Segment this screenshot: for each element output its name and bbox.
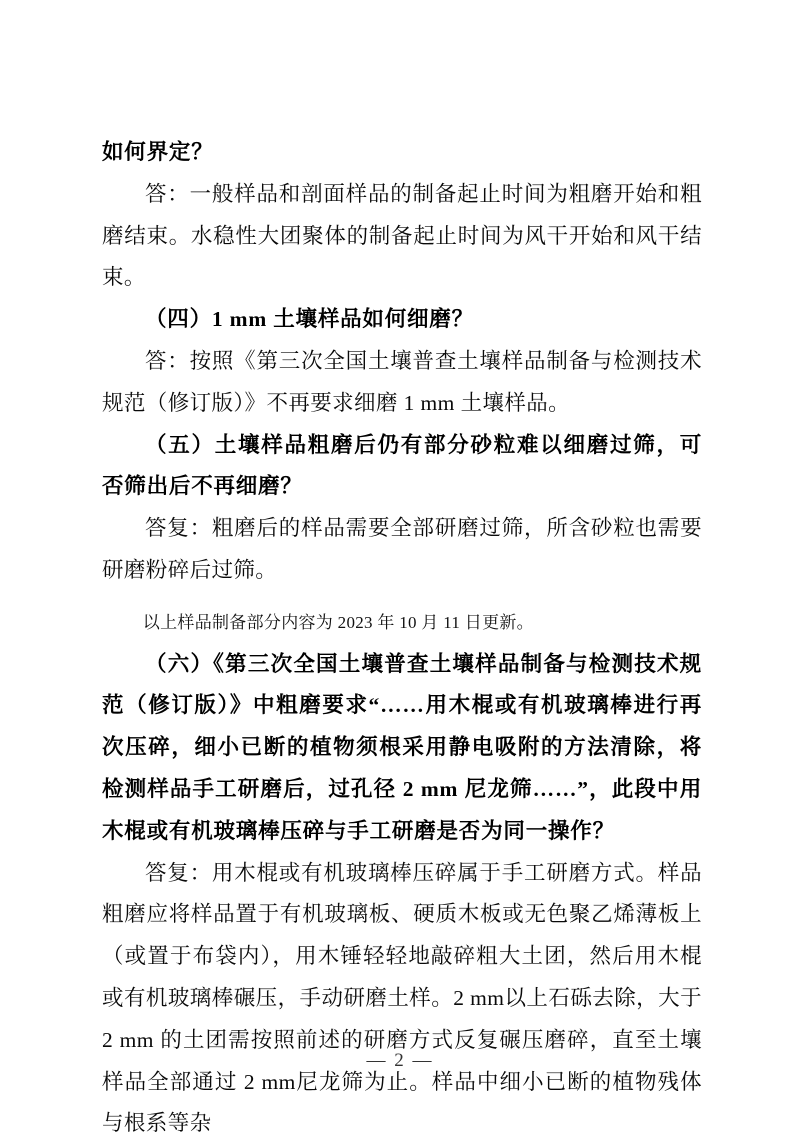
- heading-section-five: （五）土壤样品粗磨后仍有部分砂粒难以细磨过筛，可否筛出后不再细磨？: [102, 432, 702, 499]
- update-note: 以上样品制备部分内容为 2023 年 10 月 11 日更新。: [142, 612, 534, 632]
- answer-paragraph-4: 答：按照《第三次全国土壤普查土壤样品制备与检测技术规范（修订版）》不再要求细磨 1 mm 土壤样品。: [102, 348, 702, 415]
- answer-paragraph-6: 答复：用木棍或有机玻璃棒压碎属于手工研磨方式。样品粗磨应将样品置于有机玻璃板、硬质木板或无色聚乙烯薄板上（或置于布袋内），用木锤轻轻地敲碎粗大土团，然后用木棍或有机玻璃棒碾压，手动研磨土样。2 mm以上石砾去除，大于 2 mm 的土团需按照前述的研磨方式反复碾压磨碎，直至土壤样品全部通过 2 mm尼龙筛为止。样品中细小已断的植物残体与根系等杂: [102, 860, 702, 1136]
- page-number: — 2 —: [366, 1050, 434, 1071]
- answer-paragraph-1: 答：一般样品和剖面样品的制备起止时间为粗磨开始和粗磨结束。水稳性大团聚体的制备起止时间为风干开始和风干结束。: [102, 181, 702, 290]
- heading-section-four: （四）1 mm 土壤样品如何细磨？: [145, 307, 474, 332]
- heading-continued-question: 如何界定？: [102, 140, 214, 164]
- block-spacer: [102, 592, 702, 602]
- answer-paragraph-5: 答复：粗磨后的样品需要全部研磨过筛，所含砂粒也需要研磨粉碎后过筛。: [102, 516, 702, 582]
- heading-section-six: （六）《第三次全国土壤普查土壤样品制备与检测技术规范（修订版）》中粗磨要求“……用木棍或有机玻璃棒进行再次压碎，细小已断的植物须根采用静电吸附的方法清除，将检测样品手工研磨后，过孔径 2 mm 尼龙筛……”，此段中用木棍或有机玻璃棒压碎与手工研磨是否为同一操作？: [102, 651, 702, 843]
- page-content: [102, 132, 702, 1145]
